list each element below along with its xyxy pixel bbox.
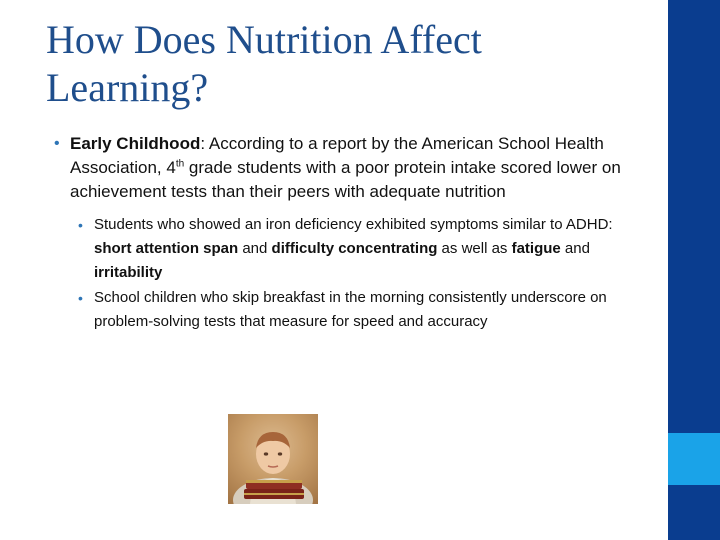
term-difficulty-concentrating: difficulty concentrating [271,240,438,257]
sub-bullet-text: School children who skip breakfast in the morning consistently underscore on problem-solving tests that measure for speed and accuracy [94,289,607,330]
term-irritability: irritability [94,264,163,281]
ordinal-suffix: th [175,158,185,170]
title-line-1: How Does Nutrition Affect [46,17,482,62]
bullet-text: : According to a report by the American School Health Association, 4 [70,134,604,177]
bullet-early-childhood [54,132,634,204]
term-short-attention-span: short attention span [94,240,239,257]
decorative-accent-block [668,433,720,485]
connector-text: and [238,240,272,257]
child-with-books-photo [228,414,318,504]
sub-bullet-dot-icon: • [78,290,83,306]
child-illustration [228,414,318,504]
bullet-dot-icon: • [54,135,60,152]
bullet-heading: Early Childhood [70,134,201,153]
sub-bullet-iron-deficiency [78,213,634,285]
slide-content [54,132,634,334]
slide-title [46,16,646,112]
sub-bullet-text: Students who showed an iron deficiency exhibited symptoms similar to ADHD: [94,216,613,233]
connector-text: and [560,240,590,257]
term-fatigue: fatigue [511,240,561,257]
connector-text: as well as [437,240,512,257]
bullet-text-cont: grade students with a poor protein intake scored lower on achievement tests than their peers with adequate nutrition [70,158,621,201]
sub-bullet-dot-icon: • [78,217,83,233]
sub-bullet-breakfast [78,286,634,334]
title-line-2: Learning? [46,65,209,110]
